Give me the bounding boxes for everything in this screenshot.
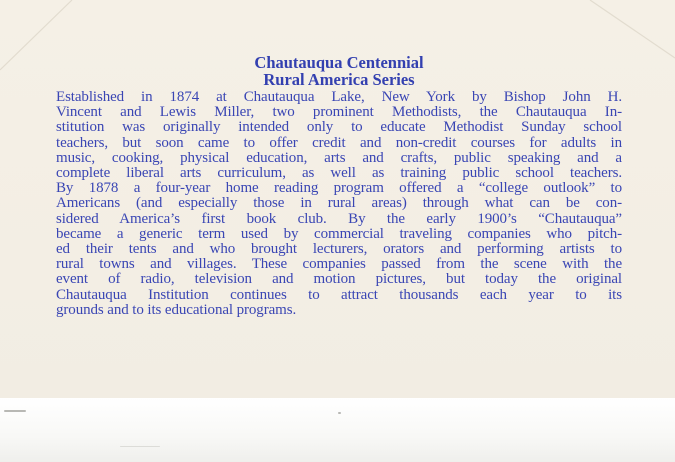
body-line: complete liberal arts curriculum, as well as training public school teachers.	[56, 165, 622, 182]
body-line: teachers, but soon came to offer credit and non-credit courses for adults in	[56, 134, 622, 151]
body-line: grounds and to its educational programs.	[56, 301, 297, 318]
body-line: Established in 1874 at Chautauqua Lake, New York by Bishop John H.	[56, 89, 622, 105]
body-line: sidered America’s first book club. By the early 1900’s “Chautauqua”	[56, 210, 622, 227]
title-line-2: Rural America Series	[263, 70, 415, 89]
body-line: became a generic term used by commercial traveling companies who pitch-	[56, 225, 622, 242]
body-line: music, cooking, physical education, arts and crafts, public speaking and a	[56, 149, 622, 166]
body-line: Vincent and Lewis Miller, two prominent Methodists, the Chautauqua In-	[56, 104, 622, 121]
body-line: rural towns and villages. These companies passed from the scene with the	[56, 256, 622, 273]
body-line: Chautauqua Institution continues to attract thousands each year to its	[56, 286, 622, 303]
scan-speck	[120, 446, 160, 447]
body-line: ed their tents and who brought lecturers, orators and performing artists to	[56, 241, 622, 258]
scanner-background	[0, 398, 675, 462]
body-paragraph	[56, 90, 622, 318]
title-line-1: Chautauqua Centennial	[254, 53, 424, 72]
body-line: event of radio, television and motion pictures, but today the original	[56, 271, 622, 288]
body-line: Americans (and especially those in rural areas) through what can be con-	[56, 195, 622, 212]
insert-card-text	[56, 54, 622, 318]
scan-speck	[4, 410, 26, 412]
body-line: By 1878 a four-year home reading program offered a “college outlook” to	[56, 180, 622, 197]
scan-speck	[338, 412, 341, 414]
body-line: stitution was originally intended only to educate Methodist Sunday school	[56, 119, 622, 136]
